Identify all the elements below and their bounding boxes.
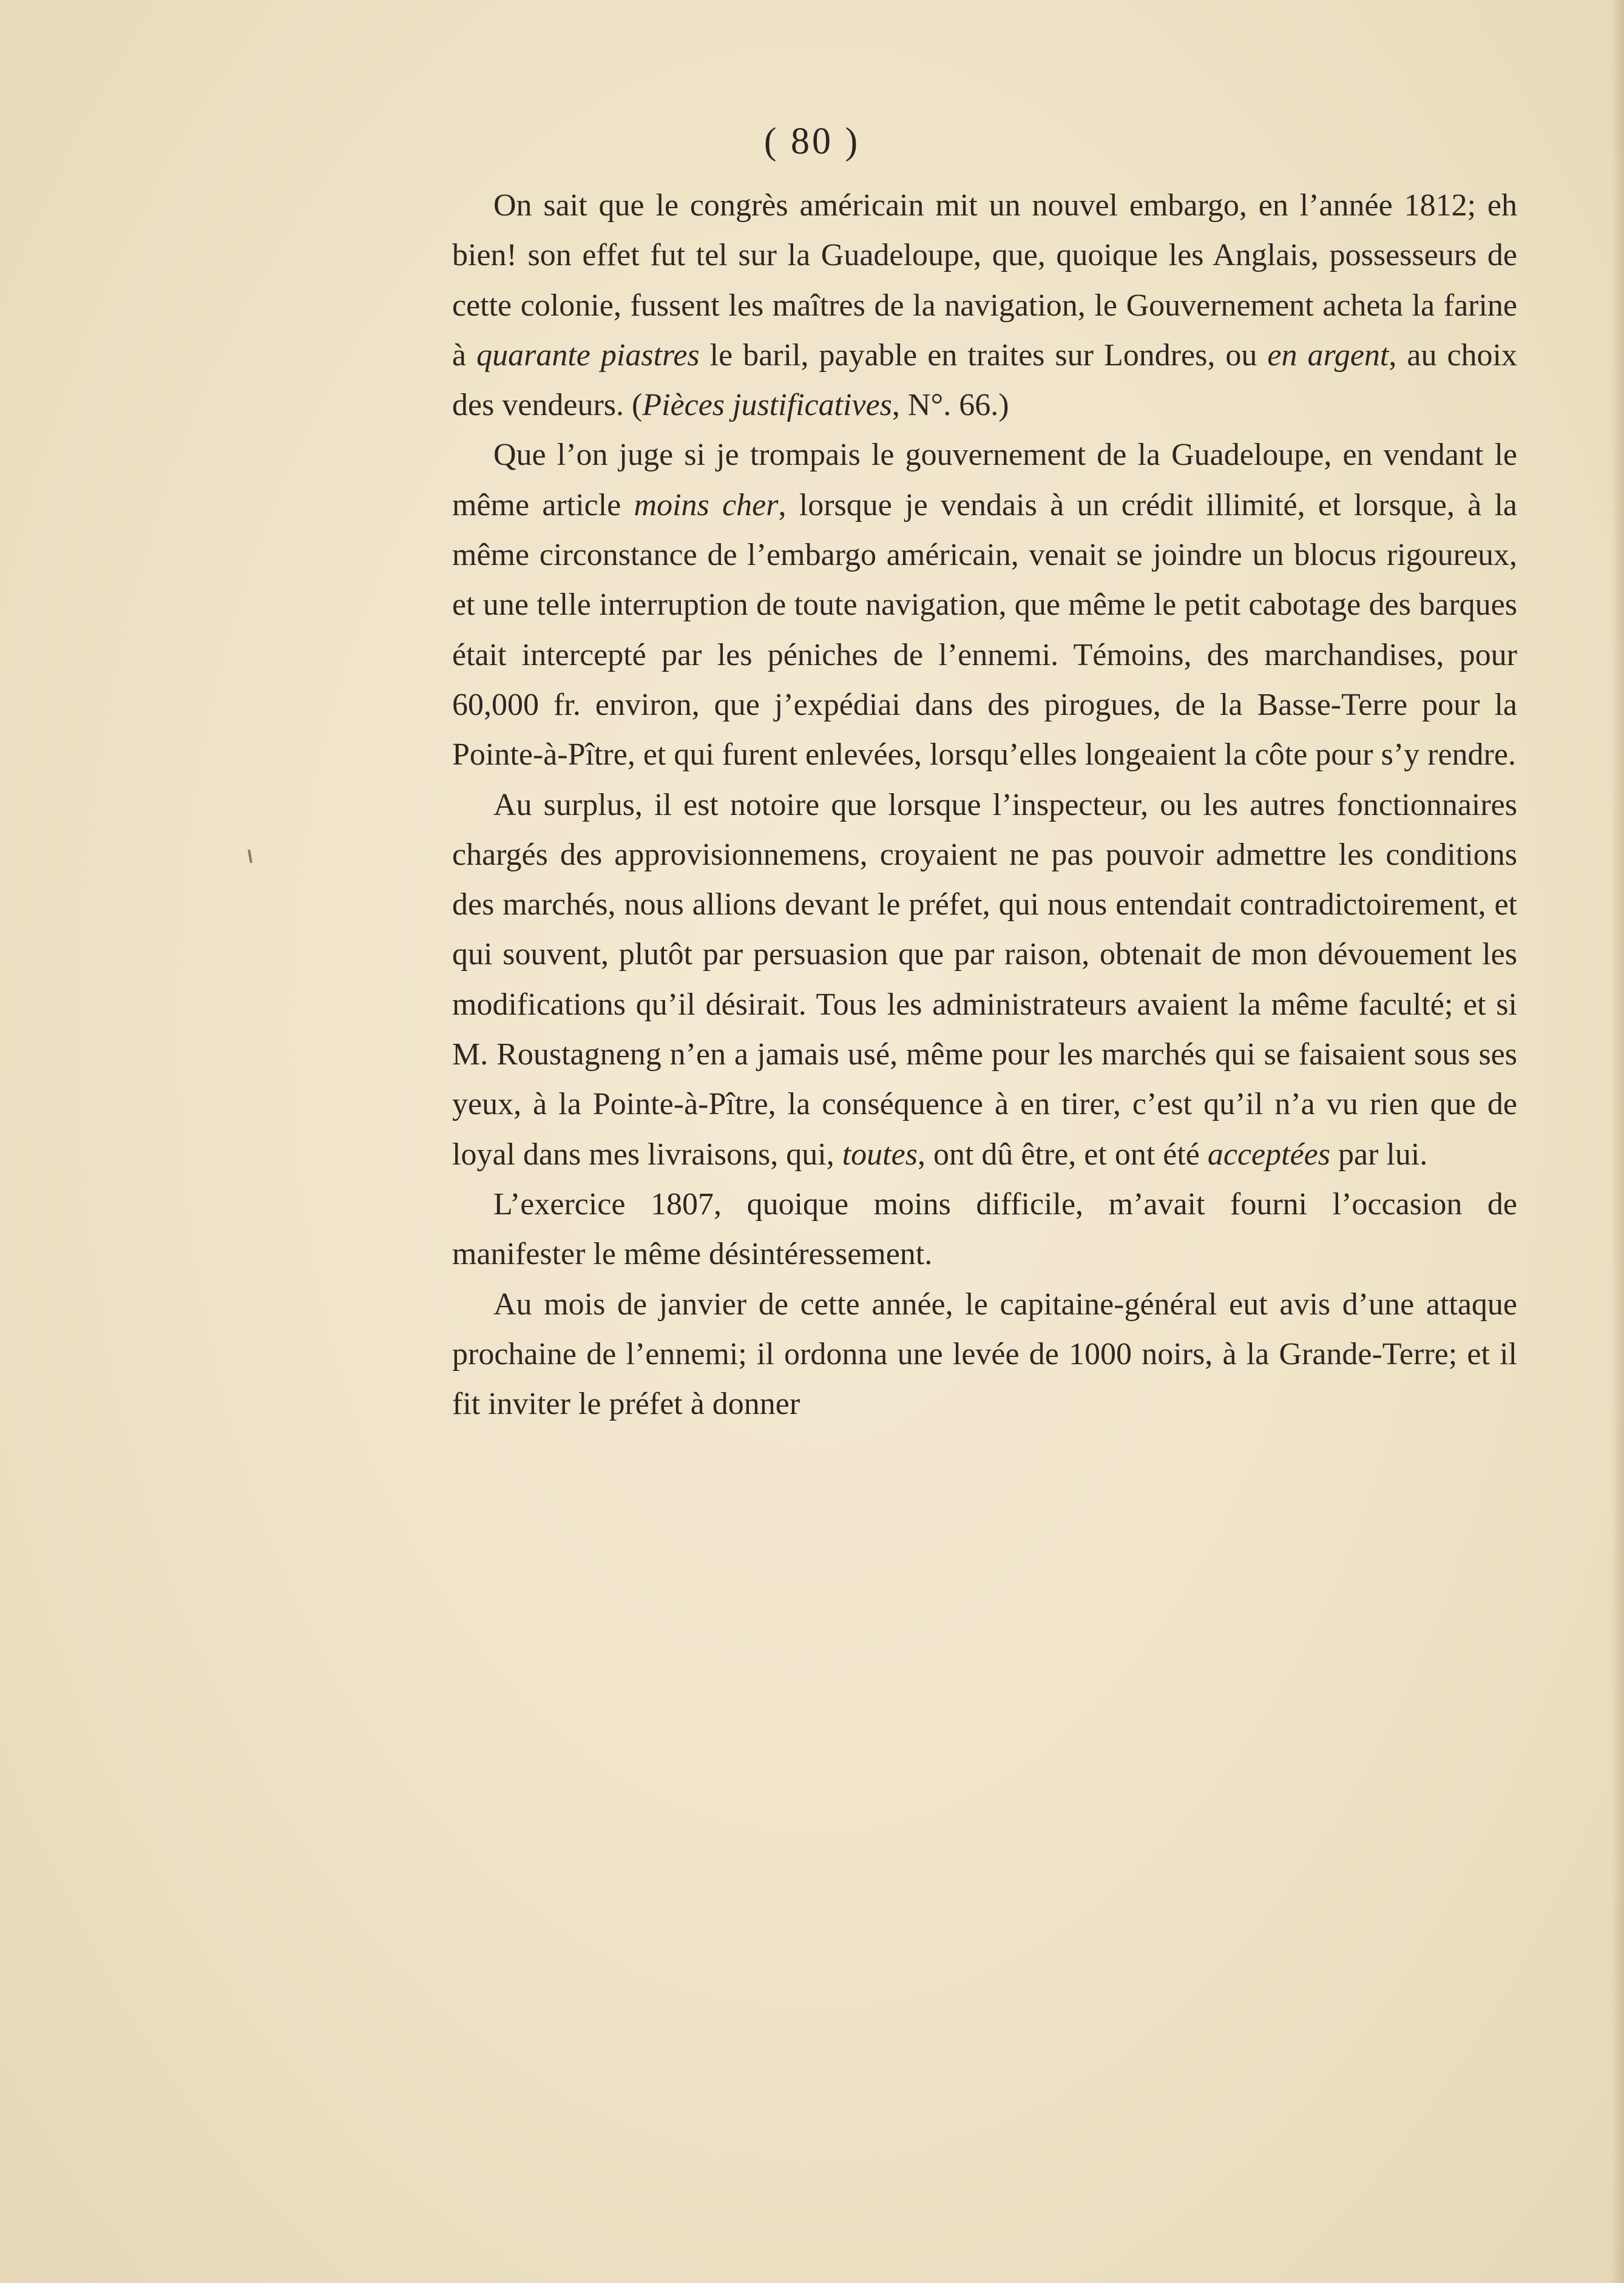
text-run: , ont dû être, et ont été	[917, 1137, 1208, 1172]
italic-run: acceptées	[1207, 1137, 1330, 1172]
text-run: , N°. 66.)	[892, 388, 1009, 423]
paragraph-exercice-1807	[452, 1180, 1517, 1280]
italic-run: en argent	[1267, 337, 1389, 373]
text-run: Au mois de janvier de cette année, le capitaine-général eut avis d’une attaque prochaine de l’ennemi; il ordonna une levée de 1000 noirs, à la Grande-Terre; et il fit inviter le préfet à donner	[452, 1287, 1517, 1422]
text-run: par lui.	[1330, 1137, 1428, 1172]
text-run: On sait que le congrès américain mit un nouvel embargo, en l’année 1812; eh bien! son effet fut tel sur la Guadeloupe, que, quoique les Anglais, possesseurs de cette colonie, fussent les maîtres de la navigation, le Gouvernement acheta la farine à	[452, 188, 1517, 373]
text-run: , lorsque je vendais à un crédit illimité, et lorsque, à la même circonstance de l’embargo américain, venait se joindre un blocus rigoureux, et une telle interruption de toute navigation, que même le petit cabotage des barques était intercepté par les péniches de l’ennemi. Témoins, des marchandises, pour 60,000 fr. environ, que j’expédiai dans des pirogues, de la Basse-Terre pour la Pointe-à-Pître, et qui furent enlevées, lorsqu’elles longeaient la côte pour s’y rendre.	[452, 487, 1518, 773]
italic-run: quarante piastres	[476, 337, 700, 373]
text-run: Au surplus, il est notoire que lorsque l’inspecteur, ou les autres fonctionnaires chargés des approvisionnemens, croyaient ne pas pouvoir admettre les conditions des marchés, nous allions devant le préfet, qui nous entendait contradictoirement, et qui souvent, plutôt par persuasion que par raison, obtenait de mon dévouement les modifications qu’il désirait. Tous les administrateurs avaient la même faculté; et si M. Roustagneng n’en a jamais usé, même pour les marchés qui se faisaient sous ses yeux, à la Pointe-à-Pître, la conséquence à en tirer, c’est qu’il n’a vu rien que de loyal dans mes livraisons, qui,	[452, 787, 1517, 1172]
text-run: Que l’on juge si je trompais le gouvernement de la Guadeloupe, en vendant le même article	[452, 438, 1517, 523]
text-run: le baril, payable en traites sur Londres, ou	[699, 337, 1268, 373]
text-run: L’exercice 1807, quoique moins difficile, m’avait fourni l’occasion de manifester le même désintéressement.	[452, 1186, 1517, 1272]
paragraph-embargo-1812	[452, 181, 1517, 430]
body-text	[452, 181, 1517, 1429]
paragraph-janvier	[452, 1280, 1517, 1430]
page-number: ( 80 )	[763, 121, 861, 162]
page-edge-shadow	[1611, 0, 1624, 2283]
italic-run: toutes	[842, 1137, 918, 1172]
text-run: , au choix des vendeurs. (	[452, 337, 1518, 423]
italic-run: moins cher	[634, 487, 779, 523]
stray-ink-mark	[248, 850, 252, 863]
paragraph-au-surplus	[452, 780, 1517, 1180]
italic-run: Pièces justificatives	[642, 388, 892, 423]
paragraph-gouvernement-guadeloupe	[452, 430, 1517, 780]
